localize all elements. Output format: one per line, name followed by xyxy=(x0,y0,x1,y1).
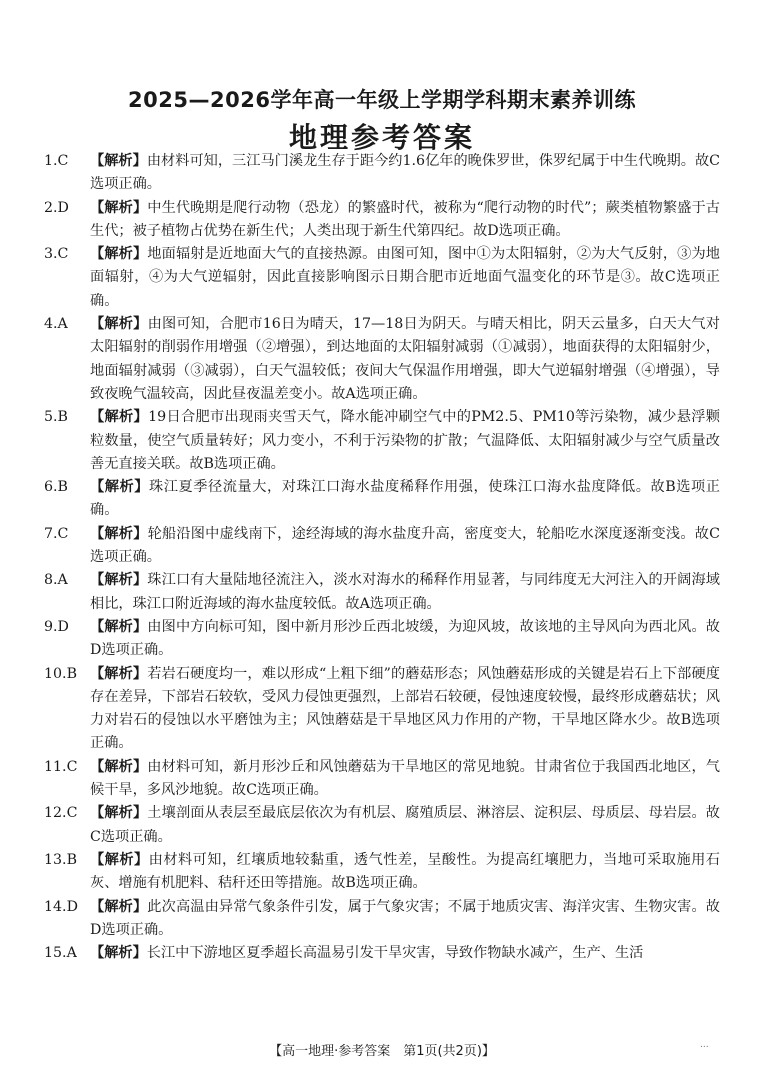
answer-text: 19日合肥市出现雨夹雪天气，降水能冲刷空气中的PM2.5、PM10等污染物，减少悬浮颗粒数量，使空气质量转好；风力变小，不利于污染物的扩散；气温降低、太阳辐射减少与空气质量改善无直接关联。故B选项正确。 xyxy=(90,409,720,472)
answer-item xyxy=(44,896,720,943)
analysis-tag: 【解析】 xyxy=(90,618,148,635)
answer-text: 此次高温由异常气象条件引发，属于气象灾害；不属于地质灾害、海洋灾害、生物灾害。故D选项正确。 xyxy=(90,898,720,938)
answer-number: 3.C xyxy=(44,246,69,263)
page-footer: 【高一地理·参考答案 第1页(共2页)】 xyxy=(269,1044,495,1059)
answer-item xyxy=(44,523,720,570)
answer-number: 15.A xyxy=(44,945,77,962)
answer-number: 10.B xyxy=(44,665,77,682)
answer-number: 6.B xyxy=(44,479,68,496)
answer-number: 13.B xyxy=(44,851,77,868)
analysis-tag: 【解析】 xyxy=(90,851,149,868)
footer-mark: ... xyxy=(700,1040,709,1050)
analysis-tag: 【解析】 xyxy=(90,898,148,915)
answer-item xyxy=(44,756,720,803)
exam-title: 2025—2026学年高一年级上学期学科期末素养训练 xyxy=(128,88,636,112)
answer-number: 8.A xyxy=(44,572,68,589)
answer-number: 12.C xyxy=(44,805,78,822)
answer-text: 土壤剖面从表层至最底层依次为有机层、腐殖质层、淋溶层、淀积层、母质层、母岩层。故C选项正确。 xyxy=(90,805,720,845)
answer-number: 9.D xyxy=(44,618,69,635)
analysis-tag: 【解析】 xyxy=(90,572,148,589)
answer-text: 中生代晚期是爬行动物（恐龙）的繁盛时代，被称为“爬行动物的时代”；蕨类植物繁盛于古生代；被子植物占优势在新生代；人类出现于新生代第四纪。故D选项正确。 xyxy=(90,199,720,239)
analysis-tag: 【解析】 xyxy=(90,409,149,426)
analysis-tag: 【解析】 xyxy=(90,525,148,542)
answer-item xyxy=(44,849,720,896)
answer-text: 轮船沿图中虚线南下，途经海域的海水盐度升高，密度变大，轮船吃水深度逐渐变浅。故C选项正确。 xyxy=(90,525,720,566)
answer-number: 11.C xyxy=(44,758,78,775)
analysis-tag: 【解析】 xyxy=(90,153,147,169)
answer-number: 1.C xyxy=(44,153,69,169)
answer-number: 5.B xyxy=(44,409,68,426)
answer-list xyxy=(44,150,720,965)
answer-text: 若岩石硬度均一，难以形成“上粗下细”的蘑菇形态；风蚀蘑菇形成的关键是岩石上下部硬度存在差异，下部岩石较软，受风力侵蚀更强烈，上部岩石较硬，侵蚀速度较慢，最终形成蘑菇状；风力对岩石的侵蚀以水平磨蚀为主；风蚀蘑菇是干旱地区风力作用的产物，干旱地区降水少。故B选项正确。 xyxy=(90,665,720,752)
analysis-tag: 【解析】 xyxy=(90,758,148,775)
answer-item xyxy=(44,313,720,406)
answer-item xyxy=(44,616,720,663)
answer-number: 4.A xyxy=(44,316,68,333)
answer-text: 地面辐射是近地面大气的直接热源。由图可知，图中①为太阳辐射，②为大气反射，③为地面辐射，④为大气逆辐射，因此直接影响图示日期合肥市近地面气温变化的环节是③。故C选项正确。 xyxy=(90,246,720,309)
analysis-tag: 【解析】 xyxy=(90,665,148,682)
answer-item xyxy=(44,243,720,313)
analysis-tag: 【解析】 xyxy=(90,199,148,216)
answer-text: 珠江口有大量陆地径流注入，淡水对海水的稀释作用显著，与同纬度无大河注入的开阔海域相比，珠江口附近海域的海水盐度较低。故A选项正确。 xyxy=(90,572,720,612)
analysis-tag: 【解析】 xyxy=(90,316,148,333)
analysis-tag: 【解析】 xyxy=(90,945,147,962)
answer-number: 7.C xyxy=(44,525,69,542)
analysis-tag: 【解析】 xyxy=(90,805,148,822)
answer-text: 由材料可知，三江马门溪龙生存于距今约1.6亿年的晚侏罗世，侏罗纪属于中生代晚期。故C选项正确。 xyxy=(90,153,720,193)
answer-item xyxy=(44,406,720,476)
answer-text: 由材料可知，新月形沙丘和风蚀蘑菇为干旱地区的常见地貌。甘肃省位于我国西北地区，气候干旱，多风沙地貌。故C选项正确。 xyxy=(90,758,720,799)
answer-item xyxy=(44,197,720,244)
answer-text: 珠江夏季径流量大，对珠江口海水盐度稀释作用强，使珠江口海水盐度降低。故B选项正确。 xyxy=(90,479,720,519)
analysis-tag: 【解析】 xyxy=(90,246,148,263)
answer-number: 2.D xyxy=(44,199,69,216)
answer-text: 由图中方向标可知，图中新月形沙丘西北坡缓，为迎风坡，故该地的主导风向为西北风。故D选项正确。 xyxy=(90,618,720,659)
answer-text: 由图可知，合肥市16日为晴天，17—18日为阴天。与晴天相比，阴天云量多，白天大气对太阳辐射的削弱作用增强（②增强），到达地面的太阳辐射减弱（①减弱），地面获得的太阳辐射少，地面辐射减弱（③减弱），白天气温较低；夜间大气保温作用增强，即大气逆辐射增强（④增强），导致夜晚气温较高，因此昼夜温差变小。故A选项正确。 xyxy=(90,316,720,402)
answer-item xyxy=(44,476,720,523)
answer-text: 由材料可知，红壤质地较黏重，透气性差，呈酸性。为提高红壤肥力，当地可采取施用石灰、增施有机肥料、秸秆还田等措施。故B选项正确。 xyxy=(90,851,720,892)
answer-item xyxy=(44,569,720,616)
answer-item xyxy=(44,802,720,849)
answer-item xyxy=(44,663,720,756)
page-title: 地理参考答案 xyxy=(288,121,475,154)
answer-item xyxy=(44,150,720,197)
answer-item xyxy=(44,942,720,965)
analysis-tag: 【解析】 xyxy=(90,479,150,496)
answer-text: 长江中下游地区夏季超长高温易引发干旱灾害，导致作物缺水减产，生产、生活 xyxy=(146,945,644,962)
answer-number: 14.D xyxy=(44,898,78,915)
